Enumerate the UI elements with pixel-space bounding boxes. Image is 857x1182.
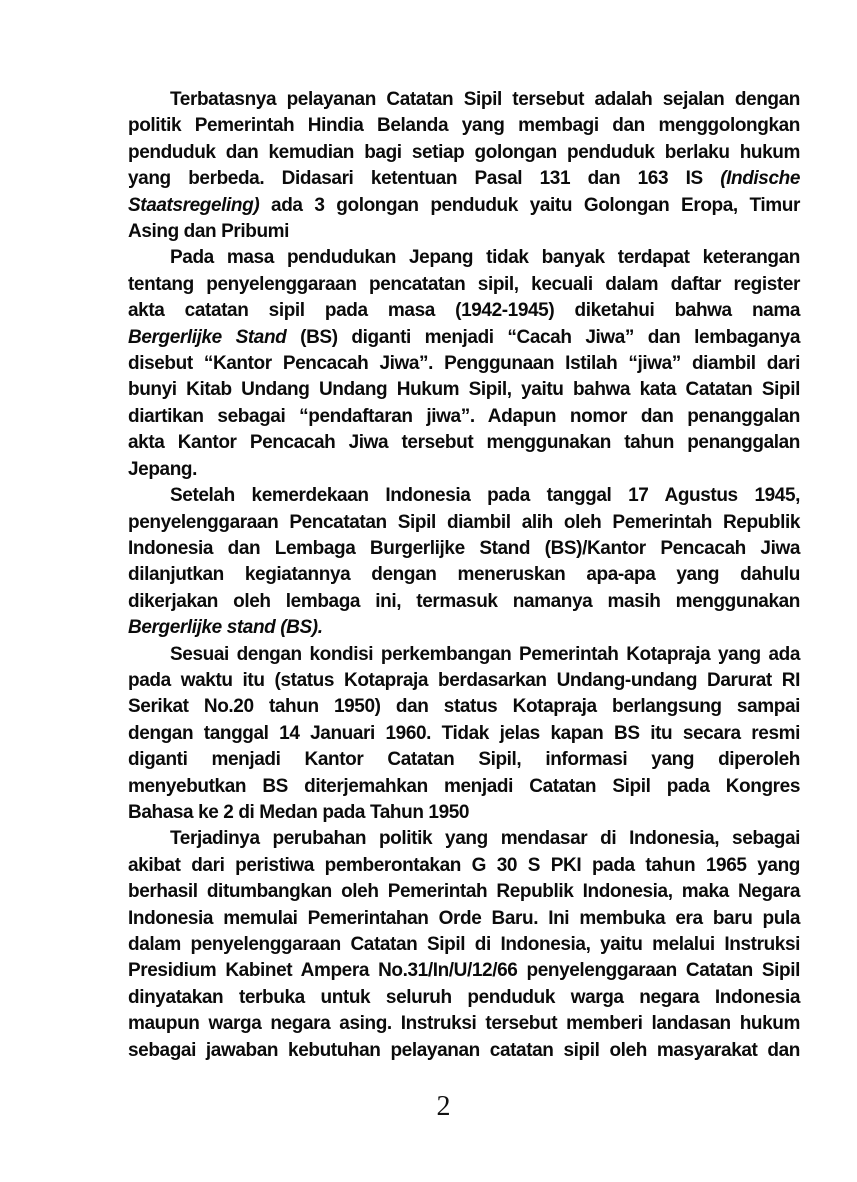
italic-text-run: (Indische: [720, 168, 800, 190]
text-run: Setelah kemerdekaan Indonesia pada tanggal 17 Agustus 1945,: [170, 485, 800, 507]
text-run: bunyi Kitab Undang Undang Hukum Sipil, yaitu bahwa kata Catatan Sipil: [128, 379, 800, 401]
text-run: Indonesia dan Lembaga Burgerlijke Stand (BS)/Kantor Pencacah Jiwa: [128, 537, 800, 559]
text-run: Pada masa pendudukan Jepang tidak banyak terdapat keterangan: [170, 247, 800, 269]
text-run: sebagai jawaban kebutuhan pelayanan catatan sipil oleh masyarakat dan: [128, 1039, 800, 1061]
text-line: [128, 510, 800, 536]
text-run: menyebutkan BS diterjemahkan menjadi Catatan Sipil pada Kongres: [128, 775, 800, 797]
text-run: maupun warga negara asing. Instruksi tersebut memberi landasan hukum: [128, 1013, 800, 1035]
text-run: Indonesia memulai Pemerintahan Orde Baru. Ini membuka era baru pula: [128, 907, 800, 929]
text-line: [128, 800, 800, 826]
text-run: Serikat No.20 tahun 1950) dan status Kotapraja berlangsung sampai: [128, 696, 800, 718]
text-line: [128, 166, 800, 192]
text-run: Bahasa ke 2 di Medan pada Tahun 1950: [128, 801, 470, 823]
text-line: [128, 906, 800, 932]
text-run: ada 3 golongan penduduk yaitu Golongan Eropa, Timur: [259, 194, 800, 216]
italic-text-run: Staatsregeling): [128, 194, 260, 216]
text-line: [128, 589, 800, 615]
text-line: [128, 430, 800, 456]
text-run: pada waktu itu (status Kotapraja berdasarkan Undang-undang Darurat RI: [128, 669, 800, 691]
italic-text-run: Bergerlijke Stand: [128, 326, 287, 348]
text-line: [128, 932, 800, 958]
paragraph: [128, 483, 800, 641]
text-line: [128, 457, 800, 483]
text-line: [128, 219, 800, 245]
text-line: [128, 615, 800, 641]
text-run: dalam penyelenggaraan Catatan Sipil di Indonesia, yaitu melalui Instruksi: [128, 934, 800, 955]
text-run: yang berbeda. Didasari ketentuan Pasal 131 dan 163 IS: [128, 168, 721, 190]
text-line: [128, 642, 800, 668]
text-run: tentang penyelenggaraan pencatatan sipil, kecuali dalam daftar register: [128, 273, 800, 295]
text-run: akta catatan sipil pada masa (1942-1945) diketahui bahwa nama: [128, 300, 800, 322]
text-run: penyelenggaraan Pencatatan Sipil diambil alih oleh Pemerintah Republik: [128, 511, 800, 533]
text-run: (BS) diganti menjadi “Cacah Jiwa” dan lembaganya: [286, 326, 800, 348]
text-line: [128, 694, 800, 720]
text-line: [128, 245, 800, 271]
text-run: dinyatakan terbuka untuk seluruh penduduk warga negara Indonesia: [128, 986, 800, 1008]
text-run: dengan tanggal 14 Januari 1960. Tidak jelas kapan BS itu secara resmi: [128, 722, 800, 744]
text-run: diganti menjadi Kantor Catatan Sipil, informasi yang diperoleh: [128, 749, 800, 771]
text-line: [128, 351, 800, 377]
text-run: dikerjakan oleh lembaga ini, termasuk namanya masih menggunakan: [128, 590, 800, 612]
text-line: [128, 272, 800, 298]
text-line: [128, 193, 800, 219]
text-run: dilanjutkan kegiatannya dengan meneruskan apa-apa yang dahulu: [128, 564, 800, 586]
text-run: politik Pemerintah Hindia Belanda yang membagi dan menggolongkan: [128, 115, 800, 137]
text-line: [128, 377, 800, 403]
text-run: disebut “Kantor Pencacah Jiwa”. Penggunaan Istilah “jiwa” diambil dari: [128, 353, 800, 375]
paragraph: [128, 642, 800, 827]
text-run: diartikan sebagai “pendaftaran jiwa”. Adapun nomor dan penanggalan: [128, 405, 800, 427]
paragraph: [128, 826, 800, 1064]
text-run: Jepang.: [128, 458, 197, 480]
text-line: [128, 826, 800, 852]
paragraph: [128, 245, 800, 483]
italic-text-run: Bergerlijke stand (BS).: [128, 617, 323, 639]
text-line: [128, 1011, 800, 1037]
text-run: berhasil ditumbangkan oleh Pemerintah Republik Indonesia, maka Negara: [128, 881, 800, 903]
text-line: [128, 113, 800, 139]
text-run: Terjadinya perubahan politik yang mendasar di Indonesia, sebagai: [170, 828, 800, 850]
text-line: [128, 985, 800, 1011]
text-line: [128, 668, 800, 694]
text-line: [128, 404, 800, 430]
text-line: [128, 1038, 800, 1064]
text-run: Presidium Kabinet Ampera No.31/In/U/12/66 penyelenggaraan Catatan Sipil: [128, 960, 800, 982]
text-line: [128, 87, 800, 113]
page-number: 2: [436, 1091, 451, 1122]
body-text: [128, 87, 800, 1064]
text-run: akibat dari peristiwa pemberontakan G 30 S PKI pada tahun 1965 yang: [128, 854, 800, 876]
text-line: [128, 325, 800, 351]
text-line: [128, 562, 800, 588]
text-line: [128, 140, 800, 166]
text-run: penduduk dan kemudian bagi setiap golongan penduduk berlaku hukum: [128, 141, 800, 163]
text-run: Asing dan Pribumi: [128, 221, 290, 243]
text-line: [128, 721, 800, 747]
text-line: [128, 958, 800, 984]
text-run: akta Kantor Pencacah Jiwa tersebut menggunakan tahun penanggalan: [128, 432, 800, 454]
text-line: [128, 298, 800, 324]
text-line: [128, 853, 800, 879]
text-line: [128, 483, 800, 509]
paragraph: [128, 87, 800, 245]
text-run: Sesuai dengan kondisi perkembangan Pemerintah Kotapraja yang ada: [170, 643, 800, 665]
text-line: [128, 774, 800, 800]
text-line: [128, 747, 800, 773]
text-line: [128, 536, 800, 562]
text-line: [128, 879, 800, 905]
text-run: Terbatasnya pelayanan Catatan Sipil tersebut adalah sejalan dengan: [170, 89, 800, 110]
